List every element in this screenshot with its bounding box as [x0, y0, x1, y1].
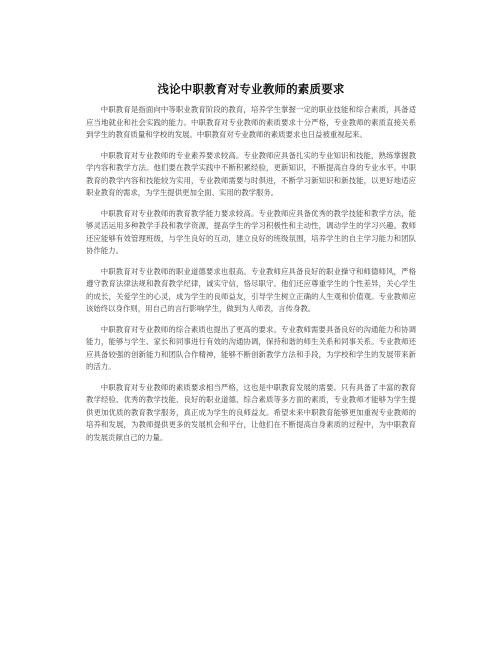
paragraph-5: 中职教育对专业教师的综合素质也提出了更高的要求。专业教师需要具备良好的沟通能力和协调能力，能够与学生、家长和同事进行有效的沟通协调，保持和谐的师生关系和同事关系。专业教师还应具备较强的创新能力和团队合作精神，能够不断创新教学方法和手段，为学校和学生的发展带来新的活力。	[86, 324, 416, 371]
paragraph-3: 中职教育对专业教师的教育教学能力要求较高。专业教师应具备优秀的教学技能和教学方法，能够灵活运用多种教学手段和教学资源，提高学生的学习积极性和主动性，调动学生的学习兴趣。教师还应能够有效管理班级，与学生良好的互动，建立良好的班级氛围，培养学生的自主学习能力和团队协作能力。	[86, 208, 416, 255]
paragraph-4: 中职教育对专业教师的职业道德要求也很高。专业教师应具备良好的职业操守和师德师风，严格遵守教育法律法规和教育教学纪律，诚实守信，恪尽职守。他们还应尊重学生的个性差异，关心学生的成长，关爱学生的心灵，成为学生的良师益友，引导学生树立正确的人生观和价值观。专业教师应该始终以身作则，用自己的言行影响学生，做到为人师表，言传身教。	[86, 266, 416, 313]
document-title: 浅论中职教育对专业教师的素质要求	[157, 82, 345, 96]
paragraph-1: 中职教育是指面向中等职业教育阶段的教育，培养学生掌握一定的职业技能和综合素质，具备适应当地就业和社会实践的能力。中职教育对专业教师的素质要求十分严格，专业教师的素质直接关系到学生的教育质量和学校的发展。中职教育对专业教师的素质要求也日益被重视起来。	[86, 105, 416, 139]
paragraph-6: 中职教育对专业教师的素质要求相当严格，这也是中职教育发展的需要。只有具备了丰富的教育教学经验、优秀的教学技能、良好的职业道德、综合素质等多方面的素质，专业教师才能够为学生提供更加优质的教育教学服务，真正成为学生的良师益友。希望未来中职教育能够更加重视专业教师的培养和发展，为教师提供更多的发展机会和平台，让他们在不断提高自身素质的过程中，为中职教育的发展贡献自己的力量。	[86, 382, 416, 442]
paragraph-2: 中职教育对专业教师的专业素养要求较高。专业教师应具备扎实的专业知识和技能，熟练掌握教学内容和教学方法。他们要在教学实践中不断积累经验，更新知识，不断提高自身的专业水平。中职教育的教学内容和技能较为实用，专业教师需要与时俱进，不断学习新知识和新技能，以更好地适应职业教育的需求，为学生提供更加全面、实用的教学服务。	[86, 150, 416, 197]
